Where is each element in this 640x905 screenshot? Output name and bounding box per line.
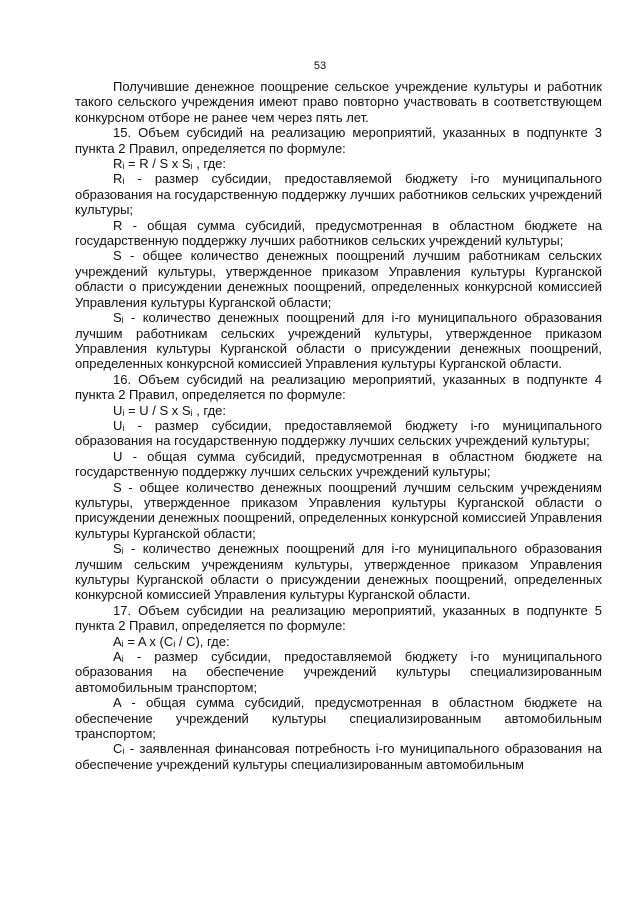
paragraph: Uᵢ - размер субсидии, предоставляемой бюджету i-го муниципального образования на государственную поддержку лучших сельских учреждений культуры; [75, 417, 602, 449]
paragraph: S - общее количество денежных поощрений лучшим сельским учреждениям культуры, утвержденное приказом Управления культуры Курганской области о присуждении денежных поощрений, определенных конкурсной комиссией Управления культуры Курганской области; [75, 479, 602, 541]
formula: Aᵢ = A x (Cᵢ / C), где: [113, 633, 230, 649]
paragraph: Rᵢ - размер субсидии, предоставляемой бюджету i-го муниципального образования на государственную поддержку лучших работников сельских учреждений культуры; [75, 171, 602, 218]
formula: Rᵢ = R / S x Sᵢ , где: [113, 156, 227, 172]
paragraph: Aᵢ - размер субсидии, предоставляемой бюджету i-го муниципального образования на обеспечение учреждений культуры специализированным автомобильным транспортом; [75, 649, 602, 695]
paragraph: 16. Объем субсидий на реализацию мероприятий, указанных в подпункте 4 пункта 2 Правил, определяется по формуле: [75, 371, 602, 403]
paragraph: A - общая сумма субсидий, предусмотренная в областном бюджете на обеспечение учреждений культуры специализированным автомобильным транспортом; [75, 695, 602, 742]
paragraph: 15. Объем субсидий на реализацию мероприятий, указанных в подпункте 3 пункта 2 Правил, определяется по формуле: [75, 125, 602, 156]
paragraph: R - общая сумма субсидий, предусмотренная в областном бюджете на государственную поддержку лучших работников сельских учреждений культуры; [75, 217, 602, 249]
paragraph: Cᵢ - заявленная финансовая потребность i-го муниципального образования на обеспечение учреждений культуры специализированным автомобильным [75, 741, 602, 772]
page-number: 53 [313, 60, 327, 72]
document-body [75, 79, 602, 772]
paragraph: S - общее количество денежных поощрений лучшим работникам сельских учреждений культуры, утвержденное приказом Управления культуры Курганской области о присуждении денежных поощрений, определенных конкурсной комиссией Управления культуры Курганской области; [75, 248, 602, 310]
paragraph: U - общая сумма субсидий, предусмотренная в областном бюджете на государственную поддержку лучших сельских учреждений культуры; [75, 448, 602, 480]
paragraph: Получившие денежное поощрение сельское учреждение культуры и работник такого сельского учреждения имеют право повторно участвовать в соответствующем конкурсном отборе не ранее чем через пять лет. [75, 79, 602, 125]
paragraph: 17. Объем субсидии на реализацию мероприятий, указанных в подпункте 5 пункта 2 Правил, определяется по формуле: [75, 602, 602, 634]
paragraph: Sᵢ - количество денежных поощрений для i-го муниципального образования лучшим сельским учреждениям культуры, утвержденное приказом Управления культуры Курганской области о присуждении денежных поощрений, определенных конкурсной комиссией Управления культуры Курганской области. [75, 541, 602, 603]
formula: Uᵢ = U / S x Sᵢ , где: [113, 402, 227, 418]
paragraph: Sᵢ - количество денежных поощрений для i-го муниципального образования лучшим работникам сельских учреждений культуры, утвержденное приказом Управления культуры Курганской области о присуждении денежных поощрений, определенных конкурсной комиссией Управления культуры Курганской области. [75, 310, 602, 372]
